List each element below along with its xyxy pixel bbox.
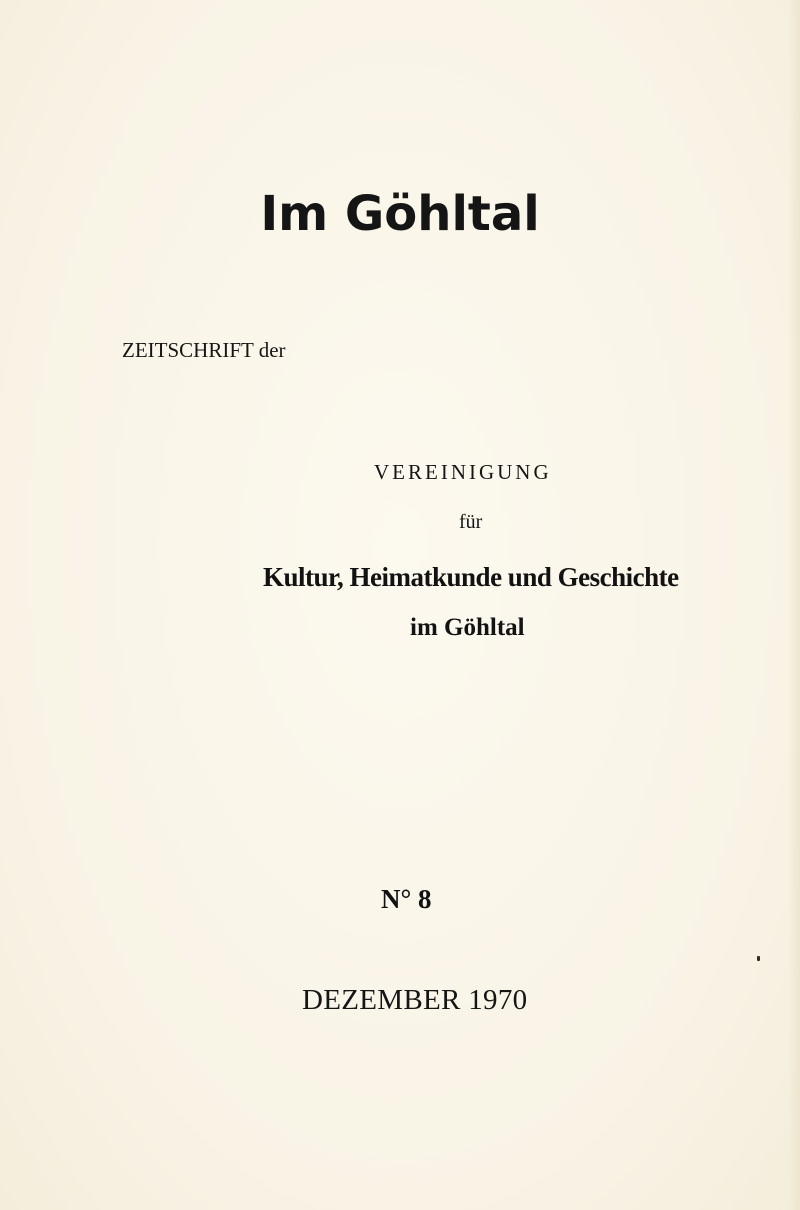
association-label: VEREINIGUNG xyxy=(374,460,552,484)
preposition-text: für xyxy=(459,511,483,533)
page-title: Im Göhltal xyxy=(260,186,540,242)
issue-date: DEZEMBER 1970 xyxy=(302,984,528,1016)
journal-subtitle: ZEITSCHRIFT der xyxy=(122,338,286,362)
paper-speck xyxy=(757,956,760,961)
page-edge-shadow xyxy=(788,0,800,1210)
region-name: im Göhltal xyxy=(410,614,525,641)
issue-number: N° 8 xyxy=(381,884,432,914)
organization-name: Kultur, Heimatkunde und Geschichte xyxy=(263,562,679,592)
